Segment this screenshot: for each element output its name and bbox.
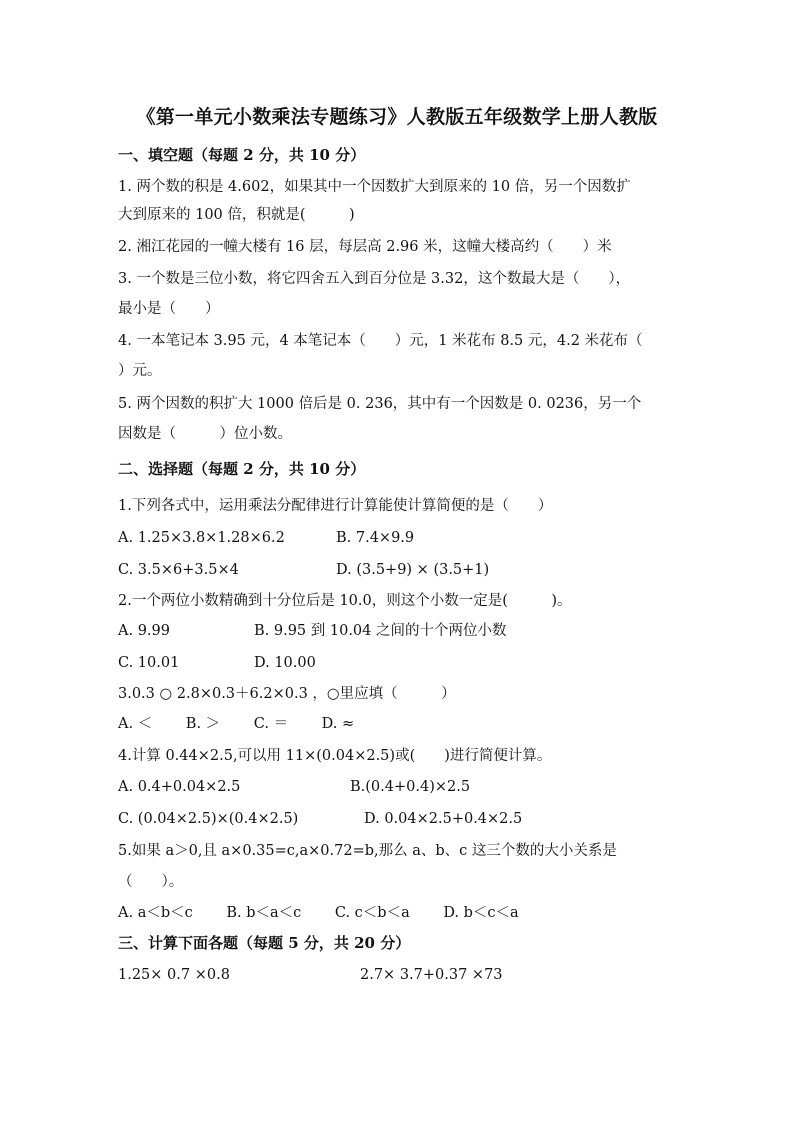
choice-option: C. (0.04×2.5)×(0.4×2.5) (118, 811, 299, 827)
choice-option: B. 7.4×9.9 (336, 530, 415, 546)
choice-option: B.(0.4+0.4)×2.5 (350, 779, 471, 795)
question-text: 5. 两个因数的积扩大 1000 倍后是 0. 236，其中有一个因数是 0. 0236，另一个 (118, 396, 642, 412)
calculation-row (118, 965, 688, 985)
choice-option: D. (3.5+9) × (3.5+1) (336, 562, 490, 578)
section-heading-fill-in: 一、填空题（每题 2 分，共 10 分） (118, 146, 366, 164)
choice-row (118, 809, 688, 829)
choice-row (118, 621, 688, 641)
choice-row: A. ＜ B. ＞ C. ＝ D. ≈ (118, 716, 355, 732)
question-text: 2. 湘江花园的一幢大楼有 16 层，每层高 2.96 米，这幢大楼高约（ ）米 (118, 239, 612, 255)
choice-option: A. 1.25×3.8×1.28×6.2 (118, 530, 285, 546)
question-text: ）元。 (118, 363, 162, 379)
question-text: 最小是（ ） (118, 301, 220, 317)
choice-row (118, 560, 688, 580)
choice-option: D. 10.00 (254, 655, 316, 671)
question-text: 因数是（ ）位小数。 (118, 426, 292, 442)
question-text: 5.如果 a＞0,且 a×0.35=c,a×0.72=b,那么 a、b、c 这三个数的大小关系是 (118, 843, 617, 859)
calculation-problem: 1.25× 0.7 ×0.8 (118, 967, 230, 983)
question-text: 1. 两个数的积是 4.602，如果其中一个因数扩大到原来的 10 倍，另一个因数扩 (118, 179, 631, 195)
question-text: 3.0.3 ○ 2.8×0.3＋6.2×0.3 ，○里应填（ ） (118, 686, 456, 702)
choice-option: A. 9.99 (118, 623, 170, 639)
question-text: 3. 一个数是三位小数，将它四舍五入到百分位是 3.32，这个数最大是（ ）， (118, 271, 631, 287)
question-text: （ ）。 (118, 874, 184, 890)
choice-option: B. 9.95 到 10.04 之间的十个两位小数 (254, 623, 507, 639)
question-text: 1.下列各式中，运用乘法分配律进行计算能使计算简便的是（ ） (118, 498, 553, 514)
question-text: 2.一个两位小数精确到十分位后是 10.0，则这个小数一定是( )。 (118, 593, 572, 609)
question-text: 4.计算 0.44×2.5,可以用 11×(0.04×2.5)或( )进行简便计算。 (118, 748, 552, 764)
choice-option: C. 10.01 (118, 655, 180, 671)
choice-row (118, 528, 688, 548)
section-heading-multiple-choice: 二、选择题（每题 2 分，共 10 分） (118, 460, 366, 478)
page-title: 《第一单元小数乘法专题练习》人教版五年级数学上册人教版 (136, 106, 658, 128)
section-heading-calculation: 三、计算下面各题（每题 5 分，共 20 分） (118, 934, 411, 952)
choice-option: A. 0.4+0.04×2.5 (118, 779, 241, 795)
choice-row (118, 777, 688, 797)
choice-option: C. 3.5×6+3.5×4 (118, 562, 239, 578)
choice-row: A. a＜b＜c B. b＜a＜c C. c＜b＜a D. b＜c＜a (118, 905, 519, 921)
question-text: 4. 一本笔记本 3.95 元，4 本笔记本（ ）元，1 米花布 8.5 元，4.2 米花布（ (118, 333, 643, 349)
choice-row (118, 653, 688, 673)
question-text: 大到原来的 100 倍，积就是( ) (118, 207, 355, 223)
choice-option: D. 0.04×2.5+0.4×2.5 (364, 811, 523, 827)
calculation-problem: 2.7× 3.7+0.37 ×73 (360, 967, 503, 983)
